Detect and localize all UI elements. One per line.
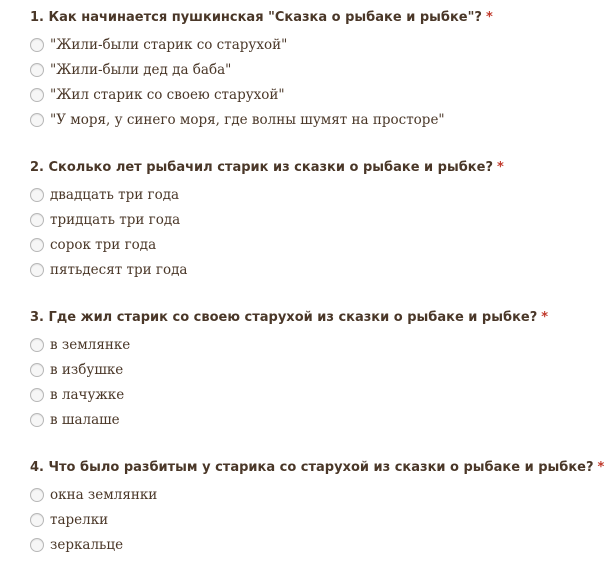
option-label: тарелки xyxy=(50,512,109,528)
question-4-option-3[interactable] xyxy=(30,534,123,556)
question-2-option-4[interactable] xyxy=(30,259,187,281)
option-label: пятьдесят три года xyxy=(50,262,188,278)
question-4-title-text: 4. Что было разбитым у старика со старухой из сказки о рыбаке и рыбке? xyxy=(30,460,594,475)
required-star: * xyxy=(597,460,605,475)
required-star: * xyxy=(497,160,504,175)
option-label: зеркальце xyxy=(50,537,124,553)
radio-button[interactable] xyxy=(30,263,44,277)
option-label: окна землянки xyxy=(50,487,158,503)
question-2-title xyxy=(30,158,504,178)
radio-button[interactable] xyxy=(30,188,44,202)
radio-button[interactable] xyxy=(30,488,44,502)
radio-button[interactable] xyxy=(30,63,44,77)
option-label: в избушке xyxy=(50,362,124,378)
question-3-option-4[interactable] xyxy=(30,409,120,431)
required-star: * xyxy=(485,10,493,25)
question-3-title-text: 3. Где жил старик со своею старухой из сказки о рыбаке и рыбке? xyxy=(30,310,538,325)
radio-button[interactable] xyxy=(30,413,44,427)
question-2-title-text: 2. Сколько лет рыбачил старик из сказки о рыбаке и рыбке? xyxy=(30,160,493,175)
option-label: в землянке xyxy=(50,337,131,353)
question-2-option-1[interactable] xyxy=(30,184,179,206)
radio-button[interactable] xyxy=(30,388,44,402)
radio-button[interactable] xyxy=(30,213,44,227)
question-1-title xyxy=(30,8,493,28)
question-1-option-3[interactable] xyxy=(30,84,285,106)
question-4-option-1[interactable] xyxy=(30,484,157,506)
option-label: "У моря, у синего моря, где волны шумят на просторе" xyxy=(50,112,445,128)
question-1-option-4[interactable] xyxy=(30,109,445,131)
option-label: двадцать три года xyxy=(50,187,180,203)
question-1-option-1[interactable] xyxy=(30,34,287,56)
question-3-title xyxy=(30,308,548,328)
radio-button[interactable] xyxy=(30,338,44,352)
question-4-option-2[interactable] xyxy=(30,509,108,531)
radio-button[interactable] xyxy=(30,238,44,252)
radio-button[interactable] xyxy=(30,538,44,552)
option-label: "Жил старик со своею старухой" xyxy=(50,87,285,103)
option-label: "Жили-были дед да баба" xyxy=(50,62,232,78)
question-3-option-3[interactable] xyxy=(30,384,124,406)
radio-button[interactable] xyxy=(30,88,44,102)
radio-button[interactable] xyxy=(30,513,44,527)
question-1-title-text: 1. Как начинается пушкинская "Сказка о рыбаке и рыбке"? xyxy=(30,10,482,25)
radio-button[interactable] xyxy=(30,363,44,377)
question-2-option-3[interactable] xyxy=(30,234,156,256)
option-label: "Жили-были старик со старухой" xyxy=(50,37,288,53)
question-3-option-1[interactable] xyxy=(30,334,130,356)
option-label: в лачужке xyxy=(50,387,125,403)
option-label: тридцать три года xyxy=(50,212,181,228)
required-star: * xyxy=(541,310,549,325)
radio-button[interactable] xyxy=(30,113,44,127)
option-label: сорок три года xyxy=(50,237,157,253)
question-1-option-2[interactable] xyxy=(30,59,231,81)
question-4-title xyxy=(30,458,604,478)
radio-button[interactable] xyxy=(30,38,44,52)
question-3-option-2[interactable] xyxy=(30,359,123,381)
option-label: в шалаше xyxy=(50,412,120,428)
question-2-option-2[interactable] xyxy=(30,209,180,231)
